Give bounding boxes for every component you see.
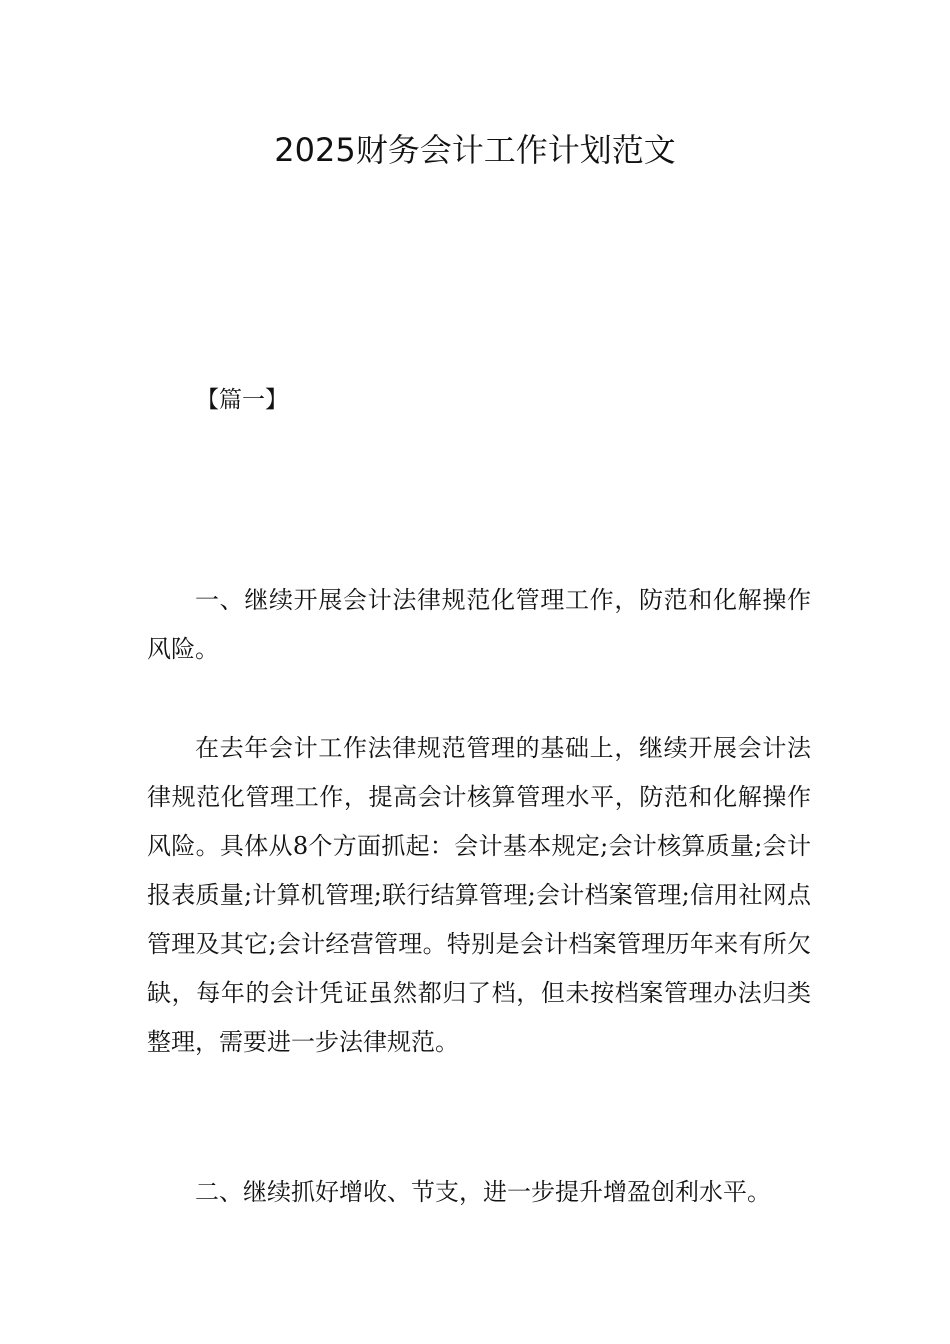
paragraph-heading-1: 一、继续开展会计法律规范化管理工作，防范和化解操作风险。	[147, 586, 811, 663]
paragraph-body-1: 在去年会计工作法律规范管理的基础上，继续开展会计法律规范化管理工作，提高会计核算管理水平，防范和化解操作风险。具体从8个方面抓起：会计基本规定;会计核算质量;会计报表质量;计算机管理;联行结算管理;会计档案管理;信用社网点管理及其它;会计经营管理。特别是会计档案管理历年来有所欠缺，每年的会计凭证虽然都归了档，但未按档案管理办法归类整理，需要进一步法律规范。	[147, 734, 811, 1056]
document-title: 2025财务会计工作计划范文	[274, 131, 676, 169]
section-label: 【篇一】	[196, 387, 288, 413]
paragraph-heading-2: 二、继续抓好增收、节支，进一步提升增盈创利水平。	[195, 1178, 771, 1206]
